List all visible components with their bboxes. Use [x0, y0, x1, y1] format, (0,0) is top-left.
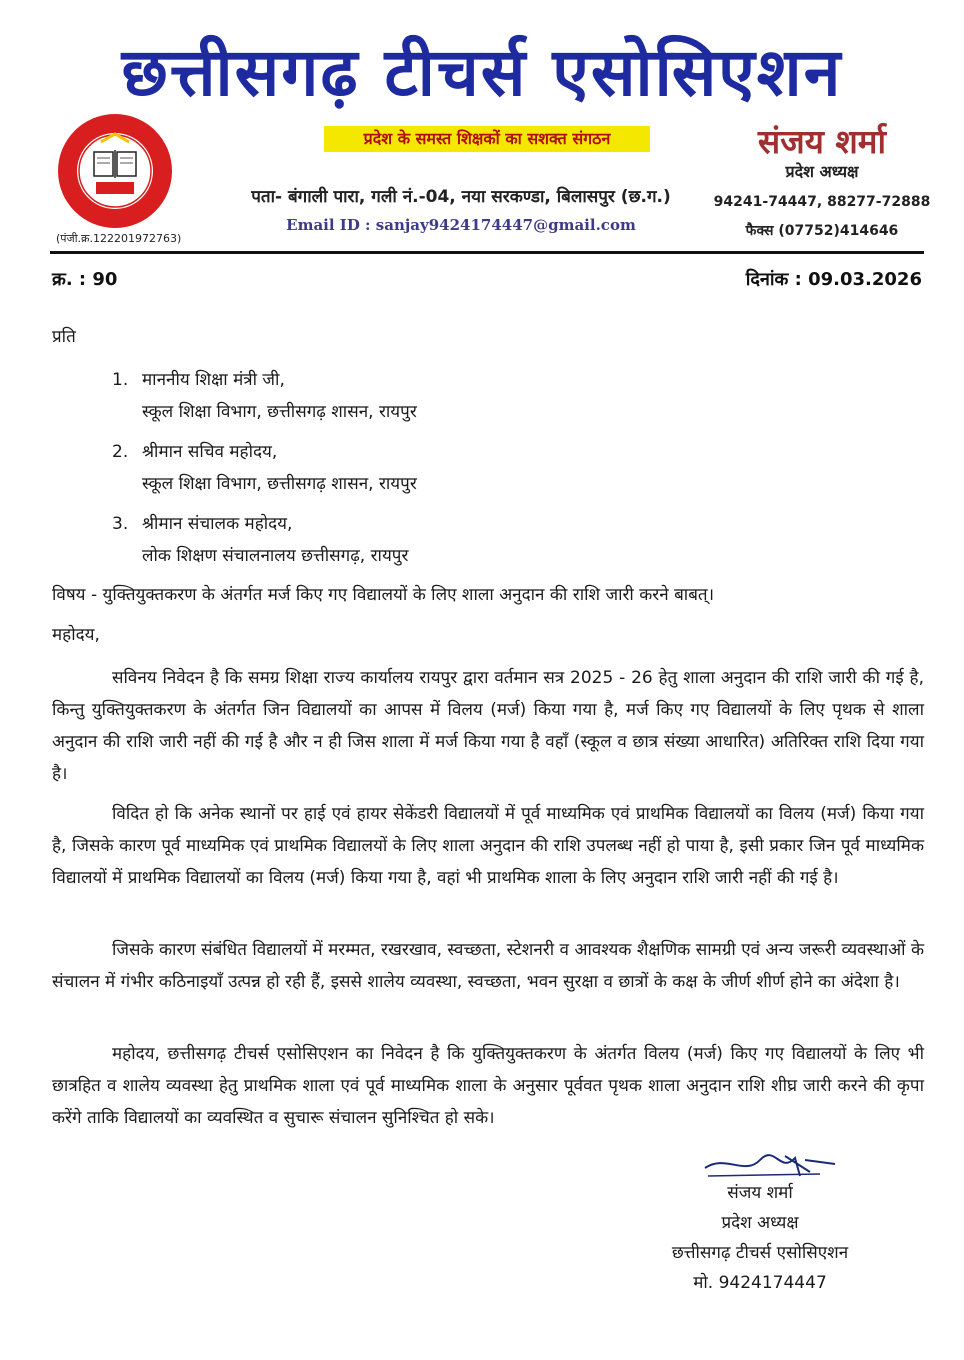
fax-number: फैक्स (07752)414646 — [745, 223, 899, 239]
letter-date: दिनांक : 09.03.2026 — [745, 269, 922, 290]
body-paragraph-1: सविनय निवेदन है कि समग्र शिक्षा राज्य कार्यालय रायपुर द्वारा वर्तमान सत्र 2025 - 26 हेतु शाला अनुदान की राशि जारी की गई है, किन्तु युक्तियुक्तकरण के अंतर्गत जिन विद्यालयों का आपस में विलय (मर्ज) किया गया है, मर्ज किए गए विद्यालयों के लिए पृथक से शाला अनुदान की राशि जारी नहीं की गई है और न ही जिस शाला में मर्ज किया गया है वहाँ (स्कूल व छात्र संख्या आधारित) अतिरिक्त राशि दिया गया है। — [52, 668, 924, 784]
recipient-item — [112, 364, 812, 428]
tagline: प्रदेश के समस्त शिक्षकों का सशक्त संगठन — [324, 126, 650, 152]
letterhead-title: छत्तीसगढ़ टीचर्स एसोसिएशन — [121, 34, 843, 111]
recipient-item — [112, 436, 812, 500]
reference-number: क्र. : 90 — [52, 269, 118, 290]
body-paragraph-4: महोदय, छत्तीसगढ़ टीचर्स एसोसिएशन का निवेदन है कि युक्तियुक्तकरण के अंतर्गत विलय (मर्ज) किए गए विद्यालयों के लिए भी छात्रहित व शालेय व्यवस्था हेतु प्राथमिक शाला एवं पूर्व माध्यमिक शाला के अनुसार पूर्ववत पृथक शाला अनुदान राशि शीघ्र जारी करने की कृपा करेंगे ताकि विद्यालयों का व्यवस्थित व सुचारू संचालन सुनिश्चित हो सके। — [52, 1044, 924, 1128]
body-paragraph-3: जिसके कारण संबंधित विद्यालयों में मरम्मत, रखरखाव, स्वच्छता, स्टेशनरी व आवश्यक शैक्षणिक सामग्री एवं अन्य जरूरी व्यवस्थाओं के संचालन में गंभीर कठिनाइयाँ उत्पन्न हो रही हैं, इससे शालेय व्यवस्था, स्वच्छता, भवन सुरक्षा व छात्रों के कक्ष के जीर्ण शीर्ण होने का अंदेशा है। — [52, 940, 924, 992]
signatory-organization: छत्तीसगढ़ टीचर्स एसोसिएशन — [671, 1243, 849, 1263]
recipient-number: 1. — [112, 370, 129, 390]
salutation: महोदय, — [52, 625, 100, 645]
email-address: Email ID : sanjay9424174447@gmail.com — [286, 216, 636, 234]
subject-line: विषय - युक्तियुक्तकरण के अंतर्गत मर्ज किए गए विद्यालयों के लिए शाला अनुदान की राशि जारी करने बाबत्। — [52, 585, 715, 605]
president-phones: 94241-74447, 88277-72888 — [713, 194, 931, 210]
recipient-line2: लोक शिक्षण संचालनालय छत्तीसगढ़, रायपुर — [142, 546, 409, 566]
recipient-item — [112, 508, 812, 572]
recipient-number: 2. — [112, 442, 129, 462]
recipient-line1: श्रीमान सचिव महोदय, — [142, 442, 278, 462]
header-divider — [50, 251, 924, 254]
address: पता- बंगाली पारा, गली नं.-04, नया सरकण्डा, बिलासपुर (छ.ग.) — [251, 187, 671, 207]
signatory-name: संजय शर्मा — [727, 1183, 793, 1203]
association-logo — [56, 112, 174, 230]
registration-number: (पंजी.क्र.122201972763) — [56, 232, 182, 245]
to-label: प्रति — [52, 327, 76, 347]
recipient-line1: माननीय शिक्षा मंत्री जी, — [142, 370, 285, 390]
signatory-title: प्रदेश अध्यक्ष — [721, 1213, 799, 1233]
signatory-mobile: मो. 9424174447 — [693, 1273, 827, 1293]
recipient-line1: श्रीमान संचालक महोदय, — [142, 514, 293, 534]
recipient-line2: स्कूल शिक्षा विभाग, छत्तीसगढ़ शासन, रायपुर — [142, 474, 417, 494]
president-title: प्रदेश अध्यक्ष — [785, 162, 859, 181]
recipient-line2: स्कूल शिक्षा विभाग, छत्तीसगढ़ शासन, रायपुर — [142, 402, 417, 422]
recipient-number: 3. — [112, 514, 129, 534]
body-paragraph-2: विदित हो कि अनेक स्थानों पर हाई एवं हायर सेकेंडरी विद्यालयों में पूर्व माध्यमिक एवं प्राथमिक विद्यालयों का विलय (मर्ज) किया गया है, जिसके कारण पूर्व माध्यमिक एवं प्राथमिक विद्यालयों के लिए शाला अनुदान की राशि उपलब्ध नहीं हो पाया है, इसी प्रकार जिन पूर्व माध्यमिक विद्यालयों में प्राथमिक विद्यालयों का विलय (मर्ज) किया गया है, वहां भी प्राथमिक शाला के लिए अनुदान राशि जारी नहीं की गई है। — [52, 804, 924, 888]
president-name: संजय शर्मा — [757, 122, 887, 161]
signature-block — [640, 1178, 880, 1298]
